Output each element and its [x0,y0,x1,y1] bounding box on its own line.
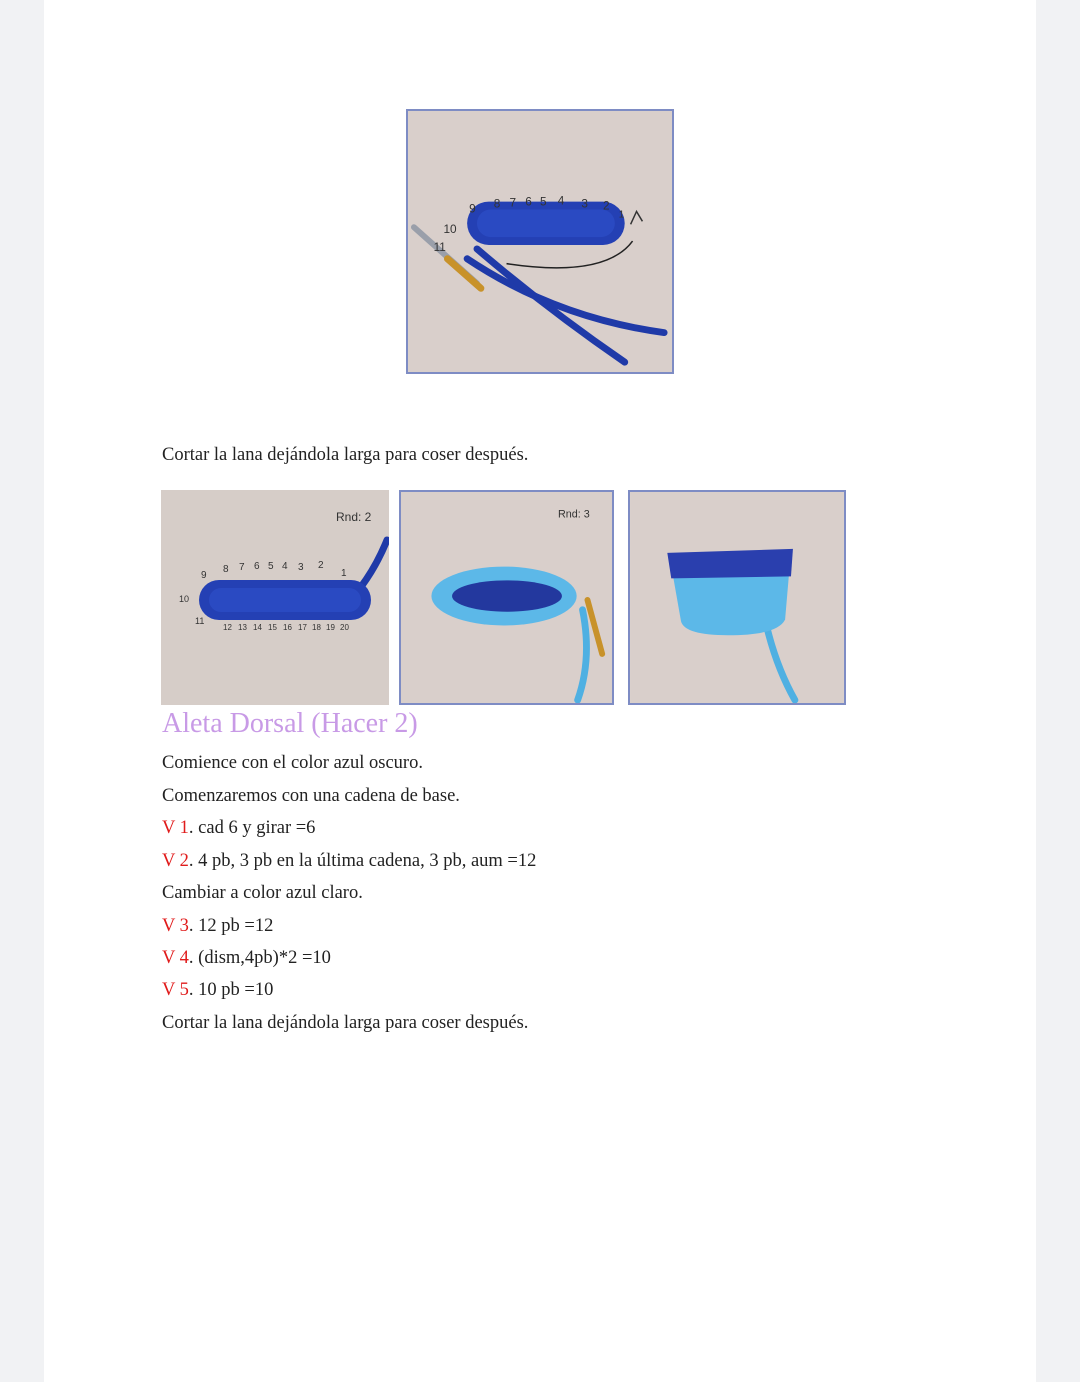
stitch-label: 11 [433,239,446,254]
stitch-label: 1 [341,568,347,579]
stitch-label: 11 [195,616,205,626]
rnd2-label: Rnd: 2 [336,510,372,524]
finished-fin-photo [628,490,846,705]
round-line [162,817,315,839]
round-label: V 5 [162,980,189,1000]
stitch-label: 7 [239,562,245,573]
rnd2-photo [161,490,389,705]
stitch-label: 8 [493,196,501,211]
stitch-label: 9 [469,201,476,216]
stitch-label: 3 [298,562,304,573]
stitch-label: 20 [340,623,349,632]
stitch-label: 2 [318,560,324,571]
stitch-label: 6 [525,194,532,209]
crochet-chain-photo [406,109,674,374]
stitch-label: 5 [540,194,547,209]
crochet-chain-illustration [408,111,672,372]
stitch-label: 18 [312,623,321,632]
stitch-label: 16 [283,623,292,632]
stitch-label: 7 [509,195,517,210]
round-text: . (dism,4pb)*2 =10 [188,948,331,968]
finished-fin-illustration [630,492,844,703]
stitch-label: 10 [443,222,457,237]
document-page [44,0,1036,1382]
round-line [162,947,331,969]
closing-line: Cortar la lana dejándola larga para coser después. [162,1013,529,1033]
stitch-label: 4 [282,561,288,572]
round-text: . cad 6 y girar =6 [188,818,316,838]
round-text: . 12 pb =12 [188,916,274,936]
stitch-label: 13 [238,623,247,632]
round-text: . 10 pb =10 [188,980,274,1000]
color-change-note: Cambiar a color azul claro. [162,883,363,903]
round-label: V 2 [162,851,189,871]
round-line [162,850,536,872]
intro-line-1: Comience con el color azul oscuro. [162,753,423,773]
stitch-label: 3 [581,196,588,211]
stitch-label: 15 [268,623,277,632]
stitch-label: 9 [201,570,207,581]
stitch-label: 6 [254,561,260,572]
intro-line-2: Comenzaremos con una cadena de base. [162,786,460,806]
stitch-label: 5 [268,561,274,572]
rnd3-illustration [401,492,612,703]
round-label: V 3 [162,916,189,936]
stitch-label: 17 [298,623,307,632]
stitch-label: 4 [557,193,565,208]
stitch-label: 1 [618,209,625,221]
round-label: V 4 [162,948,189,968]
round-line [162,979,273,1001]
stitch-label: 10 [179,594,190,604]
round-label: V 1 [162,818,189,838]
caption-cut-yarn: Cortar la lana dejándola larga para coser después. [162,445,529,465]
stitch-label: 2 [603,198,610,213]
section-heading: Aleta Dorsal (Hacer 2) [162,708,418,739]
rnd3-photo [399,490,614,705]
stitch-label: 8 [223,564,229,575]
stitch-label: 14 [253,623,262,632]
stitch-label: 12 [223,623,232,632]
round-text: . 4 pb, 3 pb en la última cadena, 3 pb, aum =12 [188,851,537,871]
stitch-label: 19 [326,623,335,632]
rnd3-label: Rnd: 3 [558,508,590,521]
round-line [162,915,273,937]
rnd2-illustration [161,490,389,705]
